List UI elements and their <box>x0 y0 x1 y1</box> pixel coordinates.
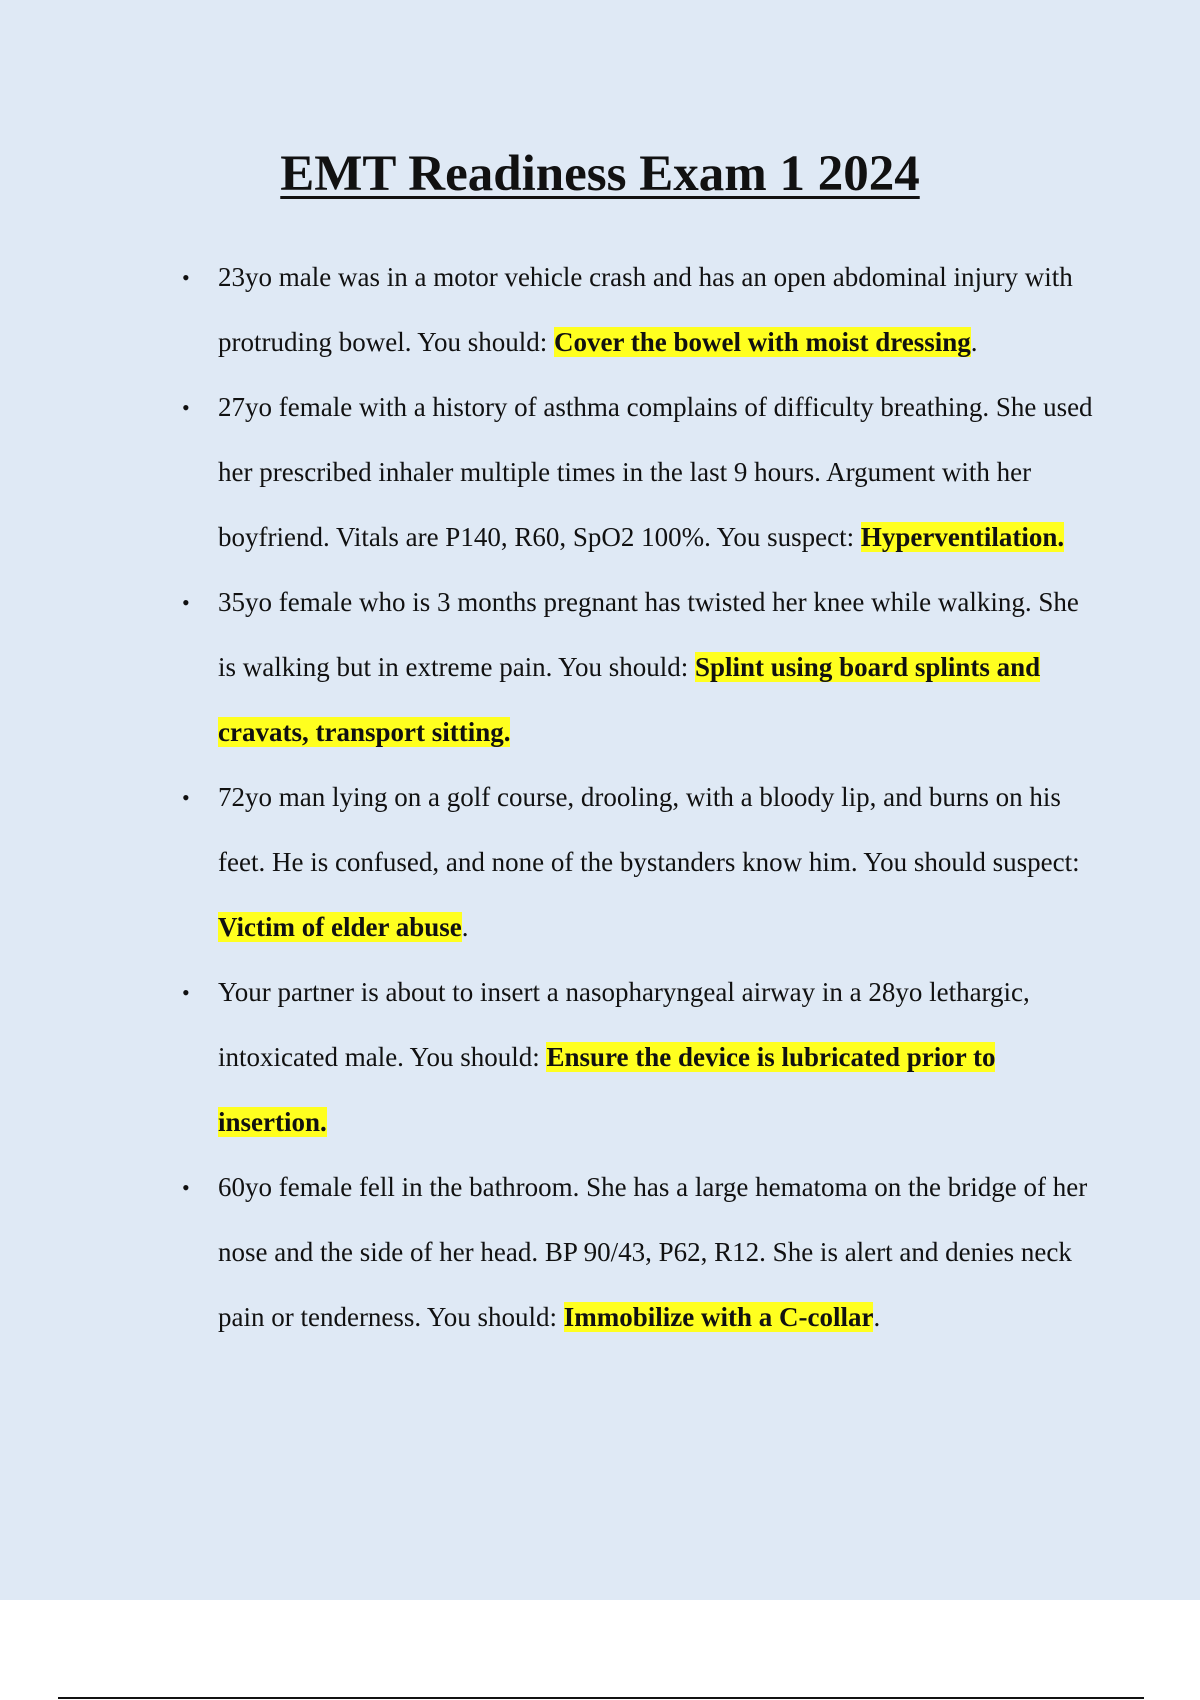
question-list <box>182 245 1098 1350</box>
question-text: 23yo male was in a motor vehicle crash and has an open abdominal injury with protruding bowel. You should: <box>218 262 1073 357</box>
highlighted-answer: Immobilize with a C-collar <box>563 1302 874 1332</box>
question-text: 27yo female with a history of asthma complains of difficulty breathing. She used her prescribed inhaler multiple times in the last 9 hours. Argument with her boyfriend. Vitals are P140, R60, SpO2 100%. You suspect: <box>218 392 1093 552</box>
bullet-icon: • <box>182 980 190 1005</box>
list-item <box>182 960 1098 1155</box>
question-text: 35yo female who is 3 months pregnant has twisted her knee while walking. She is walking but in extreme pain. You should: <box>218 587 1079 682</box>
answer-trailing: . <box>873 1302 881 1332</box>
bullet-icon: • <box>182 1175 190 1200</box>
highlighted-answer: Hyperventilation. <box>860 522 1065 552</box>
question-text: 60yo female fell in the bathroom. She has a large hematoma on the bridge of her nose and the side of her head. BP 90/43, P62, R12. She is alert and denies neck pain or tenderness. You should: <box>218 1172 1088 1332</box>
answer-trailing: . <box>970 327 978 357</box>
highlighted-answer: Splint using board splints and cravats, transport sitting. <box>218 652 1041 747</box>
bullet-icon: • <box>182 785 190 810</box>
list-item <box>182 245 1098 375</box>
list-item <box>182 1155 1098 1350</box>
document-title <box>0 142 1200 206</box>
answer-trailing: . <box>461 912 469 942</box>
bullet-icon: • <box>182 590 190 615</box>
bullet-icon: • <box>182 395 190 420</box>
highlighted-answer: Cover the bowel with moist dressing <box>554 327 971 357</box>
question-text: 72yo man lying on a golf course, drooling, with a bloody lip, and burns on his feet. He is confused, and none of the bystanders know him. You should suspect: <box>218 782 1080 877</box>
list-item <box>182 765 1098 960</box>
highlighted-answer: Victim of elder abuse <box>218 912 462 942</box>
bullet-icon: • <box>182 265 190 290</box>
highlighted-answer: Ensure the device is lubricated prior to insertion. <box>218 1042 996 1137</box>
footer-divider <box>58 1697 1144 1699</box>
question-text: Your partner is about to insert a nasopharyngeal airway in a 28yo lethargic, intoxicated male. You should: <box>218 977 1030 1072</box>
list-item <box>182 375 1098 570</box>
document-title-text: EMT Readiness Exam 1 2024 <box>280 146 920 202</box>
list-item <box>182 570 1098 765</box>
